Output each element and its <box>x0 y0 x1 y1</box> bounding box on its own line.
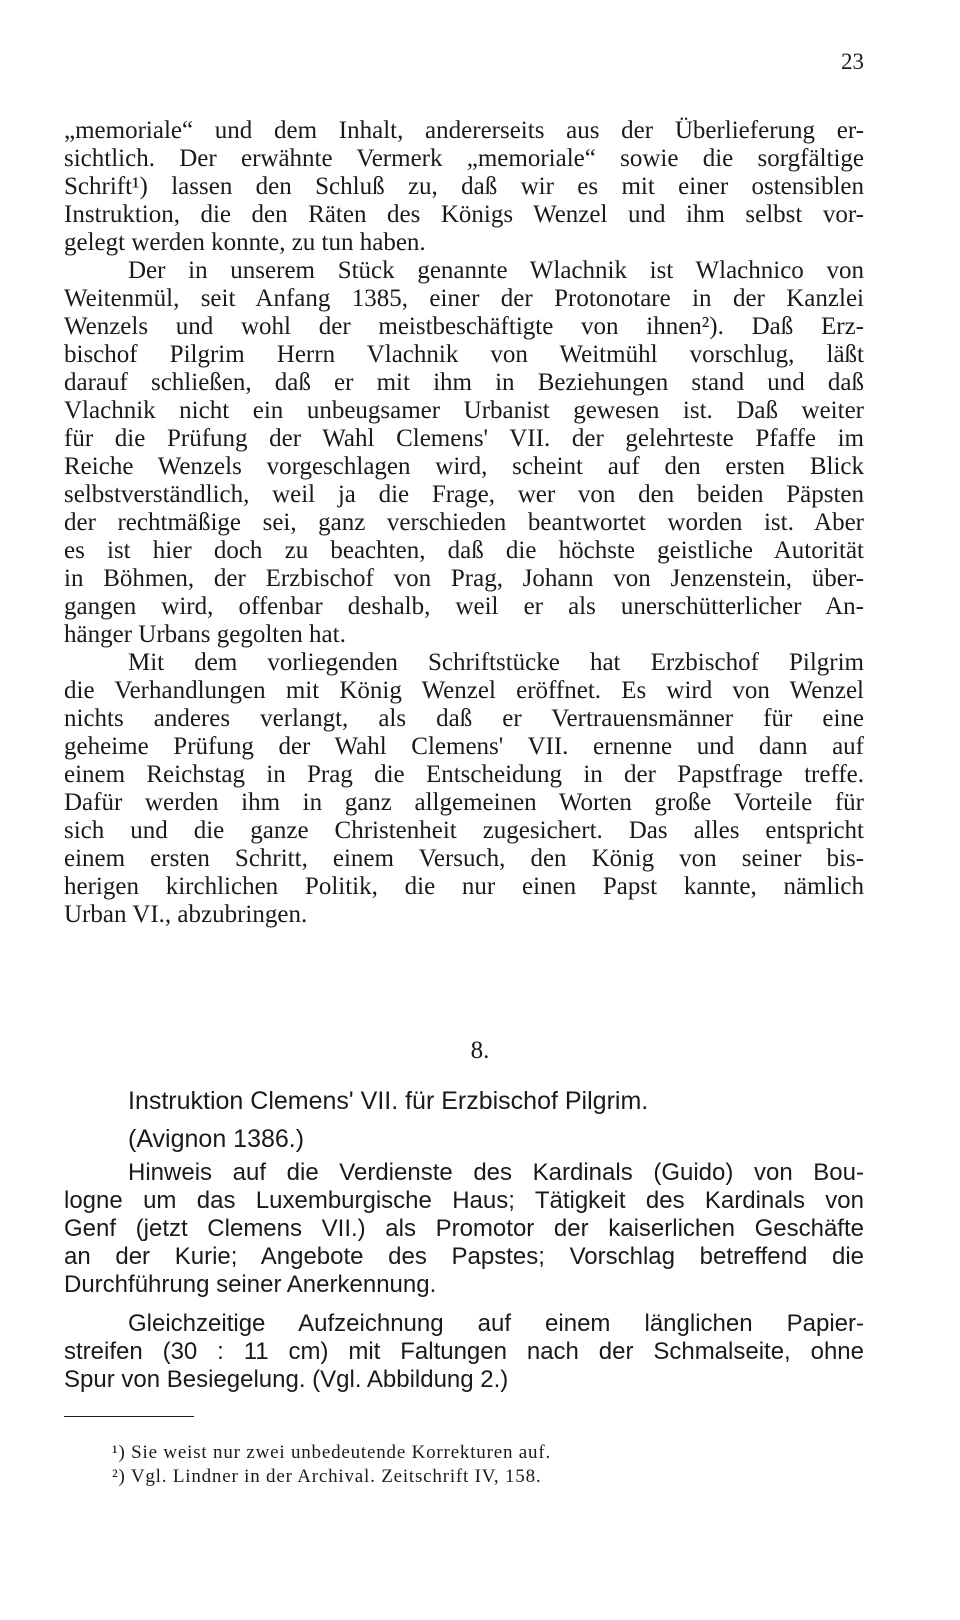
footnote: ²) Vgl. Lindner in der Archival. Zeitschrift IV, 158. <box>112 1466 542 1487</box>
body-line: in Böhmen, der Erzbischof von Prag, Johann von Jenzenstein, über- <box>64 565 864 592</box>
body-line: es ist hier doch zu beachten, daß die höchste geistliche Autorität <box>64 537 864 564</box>
body-line: gangen wird, offenbar deshalb, weil er als unerschütterlicher An- <box>64 593 864 620</box>
body-line: sichtlich. Der erwähnte Vermerk „memoriale“ sowie die sorgfältige <box>64 145 864 172</box>
body-line: darauf schließen, daß er mit ihm in Beziehungen stand und daß <box>64 369 864 396</box>
body-line: für die Prüfung der Wahl Clemens' VII. der gelehrteste Pfaffe im <box>64 425 864 452</box>
page-number: 23 <box>841 49 864 74</box>
summary-line: Genf (jetzt Clemens VII.) als Promotor der kaiserlichen Geschäfte <box>64 1215 864 1242</box>
body-line: „memoriale“ und dem Inhalt, andererseits aus der Überlieferung er- <box>64 117 864 144</box>
summary-line: logne um das Luxemburgische Haus; Tätigkeit des Kardinals von <box>64 1187 864 1214</box>
body-line: hänger Urbans gegolten hat. <box>64 621 346 648</box>
footnote-divider <box>64 1416 194 1417</box>
description-line: Gleichzeitige Aufzeichnung auf einem länglichen Papier- <box>128 1310 864 1337</box>
body-line: bischof Pilgrim Herrn Vlachnik von Weitmühl vorschlug, läßt <box>64 341 864 368</box>
body-line: Instruktion, die den Räten des Königs Wenzel und ihm selbst vor- <box>64 201 864 228</box>
body-line: Dafür werden ihm in ganz allgemeinen Worten große Vorteile für <box>64 789 864 816</box>
body-line: einem ersten Schritt, einem Versuch, den König von seiner bis- <box>64 845 864 872</box>
description-line: Spur von Besiegelung. (Vgl. Abbildung 2.) <box>64 1366 509 1393</box>
body-line: selbstverständlich, weil ja die Frage, wer von den beiden Päpsten <box>64 481 864 508</box>
summary-line: Durchführung seiner Anerkennung. <box>64 1271 437 1298</box>
body-line: Reiche Wenzels vorgeschlagen wird, scheint auf den ersten Blick <box>64 453 864 480</box>
body-line: nichts anderes verlangt, als daß er Vertrauensmänner für eine <box>64 705 864 732</box>
body-line: herigen kirchlichen Politik, die nur einen Papst kannte, nämlich <box>64 873 864 900</box>
body-line: Urban VI., abzubringen. <box>64 901 308 928</box>
body-line: einem Reichstag in Prag die Entscheidung in der Papstfrage treffe. <box>64 761 864 788</box>
summary-line: Hinweis auf die Verdienste des Kardinals (Guido) von Bou- <box>128 1159 864 1186</box>
body-line: Mit dem vorliegenden Schriftstücke hat Erzbischof Pilgrim <box>128 649 864 676</box>
section-number: 8. <box>470 1037 490 1064</box>
body-line: Weitenmül, seit Anfang 1385, einer der Protonotare in der Kanzlei <box>64 285 864 312</box>
body-line: der rechtmäßige sei, ganz verschieden beantwortet worden ist. Aber <box>64 509 864 536</box>
body-line: geheime Prüfung der Wahl Clemens' VII. ernenne und dann auf <box>64 733 864 760</box>
body-line: Der in unserem Stück genannte Wlachnik ist Wlachnico von <box>128 257 864 284</box>
body-line: die Verhandlungen mit König Wenzel eröffnet. Es wird von Wenzel <box>64 677 864 704</box>
body-line: Wenzels und wohl der meistbeschäftigte von ihnen²). Daß Erz- <box>64 313 864 340</box>
footnote: ¹) Sie weist nur zwei unbedeutende Korrekturen auf. <box>112 1442 552 1463</box>
body-line: Schrift¹) lassen den Schluß zu, daß wir es mit einer ostensiblen <box>64 173 864 200</box>
section-place-date: (Avignon 1386.) <box>128 1125 305 1153</box>
body-line: gelegt werden konnte, zu tun haben. <box>64 229 426 256</box>
description-line: streifen (30 : 11 cm) mit Faltungen nach der Schmalseite, ohne <box>64 1338 864 1365</box>
body-line: Vlachnik nicht ein unbeugsamer Urbanist gewesen ist. Daß weiter <box>64 397 864 424</box>
summary-line: an der Kurie; Angebote des Papstes; Vorschlag betreffend die <box>64 1243 864 1270</box>
body-line: sich und die ganze Christenheit zugesichert. Das alles entspricht <box>64 817 864 844</box>
section-title: Instruktion Clemens' VII. für Erzbischof Pilgrim. <box>128 1087 649 1115</box>
